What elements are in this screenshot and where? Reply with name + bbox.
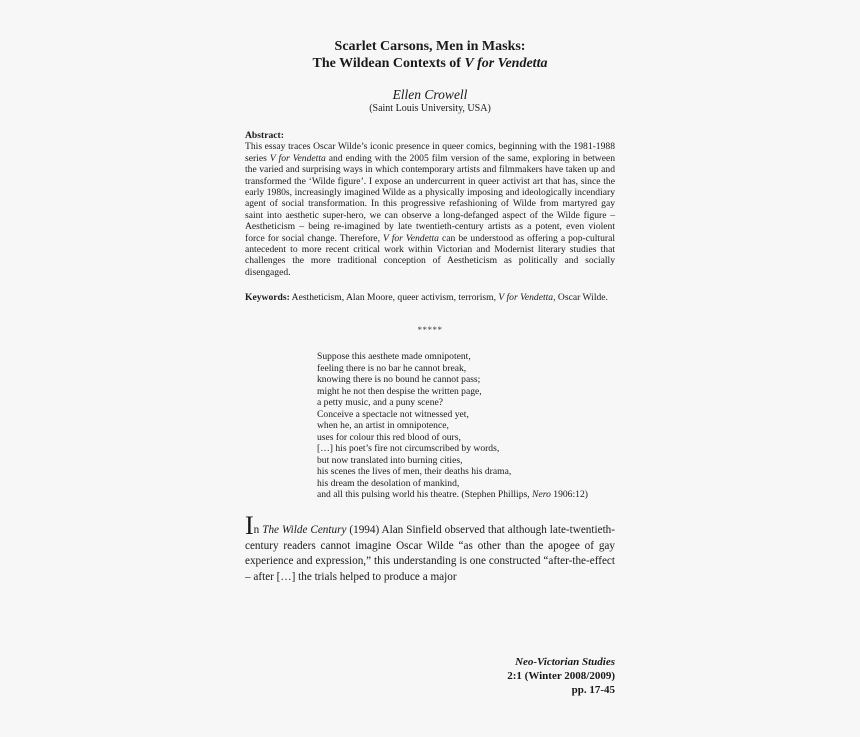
epigraph-line: but now translated into burning cities, [317,454,463,466]
abstract-text-3: can be understood as offering a pop-cultural antecedent to more recent critical work within Victorian and Modernist literary studies that challenges the more traditional conception of Aestheticism as politically and socially disengaged. [245,232,615,278]
abstract-section [245,130,615,278]
epigraph-line: uses for colour this red blood of ours, [317,431,461,443]
epigraph-line: a petty music, and a puny scene? [317,397,444,408]
keywords-text-2: , Oscar Wilde. [553,292,608,303]
keywords-section [245,292,615,303]
abstract-italic-2: V for Vendetta [383,232,439,244]
body-text: (1994) Alan Sinfield observed that although late-twentieth-century readers cannot imagine Oscar Wilde “as other than the apogee of gay experience and expression,” this understanding is one constructed “after-the-effect – after […] the trials helped to produce a major [245,524,615,583]
body-first-word-rest: n [253,524,263,536]
citation-prefix: and all this pulsing world his theatre. (Stephen Phillips, [317,489,533,500]
citation-suffix: 1906:12) [550,489,588,500]
epigraph-line: when he, an artist in omnipotence, [317,420,449,431]
body-italic-title: The Wilde Century [262,524,347,536]
abstract-label: Abstract: [245,130,284,141]
epigraph-line: his dream the desolation of mankind, [317,477,460,489]
body-paragraph [245,511,615,585]
citation-italic: Nero [532,489,551,500]
journal-pages: pp. 17-45 [571,684,615,696]
journal-issue: 2:1 (Winter 2008/2009) [507,670,615,682]
abstract-text-2: and ending with the 2005 film version of the same, exploring in between the varied and surprising ways in which contemporary artists and filmmakers have taken up and transformed the ‘Wilde figure’. I expose an undercurrent in queer activist art that has, since the early 1980s, increasingly imagined Wilde as a physically imposing and ideologically incendiary agent of social transformation. In this progressive refashioning of Wilde from martyred gay saint into aesthetic super-hero, we can observe a long-defanged aspect of the Wilde figure –Aestheticism – being re-imagined by late twentieth-century artists as a potent, even violent force for social change. Therefore, [245,152,616,244]
epigraph [317,351,617,501]
journal-name: Neo-Victorian Studies [515,656,615,668]
epigraph-line: feeling there is no bar he cannot break, [317,362,467,374]
epigraph-line: knowing there is no bound he cannot pass; [317,374,481,385]
title-line-1: Scarlet Carsons, Men in Masks: [334,39,526,54]
epigraph-line: might he not then despise the written page, [317,385,482,397]
epigraph-line: Suppose this aesthete made omnipotent, [317,351,471,362]
epigraph-line: his scenes the lives of men, their deaths his drama, [317,466,512,477]
epigraph-line: Conceive a spectacle not witnessed yet, [317,408,469,420]
title-line-2 [245,55,615,72]
journal-footer [245,655,615,697]
abstract-italic-1: V for Vendetta [269,152,326,164]
title-line-2-italic: V for Vendetta [464,56,548,71]
keywords-text-1: Aestheticism, Alan Moore, queer activism, terrorism, [289,292,499,303]
abstract-text-1: This essay traces Oscar Wilde’s iconic presence in queer comics, beginning with the 1981-1988 series [245,141,615,164]
paper-title [245,38,615,72]
keywords-italic: V for Vendetta [498,292,554,303]
author-name: Ellen Crowell [392,87,468,102]
section-separator: ***** [417,325,443,335]
epigraph-citation-line [317,489,617,501]
author-affiliation: (Saint Louis University, USA) [369,103,491,114]
title-line-2-prefix: The Wildean Contexts of [312,56,465,71]
drop-cap: I [245,511,254,540]
keywords-label: Keywords: [245,292,290,303]
epigraph-line: […] his poet’s fire not circumscribed by words, [317,443,500,454]
